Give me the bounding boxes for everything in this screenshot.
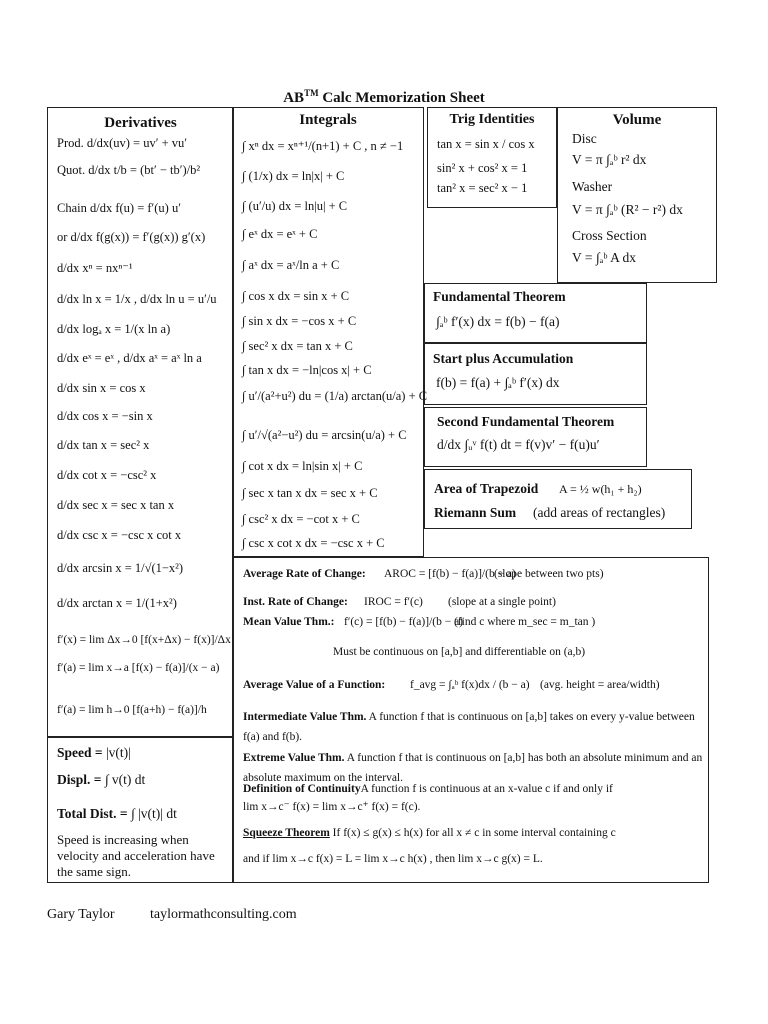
- integral-formula: ∫ tan x dx = −ln|cos x| + C: [242, 363, 372, 377]
- speed-note: Speed is increasing when velocity and acceleration have the same sign.: [57, 832, 215, 879]
- derivative-formula: Chain d/dx f(u) = f′(u) u′: [57, 201, 181, 215]
- speed-line: [57, 745, 131, 761]
- squeeze-text-2: and if lim x→c f(x) = L = lim x→c h(x) , then lim x→c g(x) = L.: [243, 853, 543, 865]
- avg-value-formula: f_avg = ∫ₐᵇ f(x)dx / (b − a): [410, 679, 530, 691]
- footer-author: Gary Taylor: [47, 907, 115, 922]
- displ-label: Displ. =: [57, 772, 102, 787]
- aroc-formula: AROC = [f(b) − f(a)]/(b − a): [384, 568, 516, 580]
- volume-washer-label: Washer: [572, 179, 613, 194]
- dist-formula: ∫ |v(t)| dt: [130, 806, 177, 821]
- continuity-text: A function f is continuous at an x-value c if and only if: [360, 783, 613, 795]
- evt-label: Extreme Value Thm.: [243, 752, 345, 764]
- integral-formula: ∫ u′/√(a²−u²) du = arcsin(u/a) + C: [242, 428, 407, 442]
- volume-header: Volume: [612, 112, 662, 128]
- derivative-formula: or d/dx f(g(x)) = f′(g(x)) g′(x): [57, 230, 206, 244]
- derivative-formula: d/dx arcsin x = 1/√(1−x²): [57, 561, 184, 575]
- sftc-header: Second Fundamental Theorem: [437, 414, 615, 429]
- accum-header: Start plus Accumulation: [433, 351, 574, 366]
- integral-formula: ∫ csc² x dx = −cot x + C: [242, 512, 360, 526]
- trig-header: Trig Identities: [449, 112, 535, 127]
- ftc-formula: ∫ₐᵇ f′(x) dx = f(b) − f(a): [436, 314, 560, 329]
- trig-identity: tan x = sin x / cos x: [437, 137, 535, 151]
- speed-label: Speed =: [57, 745, 103, 760]
- iroc-formula: IROC = f′(c): [364, 596, 423, 608]
- derivative-formula: d/dx cos x = −sin x: [57, 409, 153, 423]
- derivative-formula: d/dx arctan x = 1/(1+x²): [57, 596, 177, 610]
- derivative-formula: d/dx tan x = sec² x: [57, 438, 150, 452]
- derivative-formula: d/dx sin x = cos x: [57, 381, 146, 395]
- integral-formula: ∫ cot x dx = ln|sin x| + C: [242, 459, 363, 473]
- derivative-formula: f′(a) = lim h→0 [f(a+h) − f(a)]/h: [57, 704, 207, 716]
- avg-value-label: Average Value of a Function:: [243, 679, 386, 691]
- volume-disc-label: Disc: [572, 131, 597, 146]
- iroc-label: Inst. Rate of Change:: [243, 596, 348, 608]
- continuity-formula: lim x→c⁻ f(x) = lim x→c⁺ f(x) = f(c).: [243, 801, 421, 813]
- derivative-formula: Prod. d/dx(uv) = uv′ + vu′: [57, 136, 187, 150]
- speed-formula: |v(t)|: [105, 745, 131, 760]
- derivative-formula: d/dx eˣ = eˣ , d/dx aˣ = aˣ ln a: [57, 351, 202, 365]
- ivt-block: [243, 707, 703, 747]
- avg-value-note: (avg. height = area/width): [540, 679, 660, 691]
- integral-formula: ∫ eˣ dx = eˣ + C: [242, 227, 318, 241]
- continuity-line: [243, 782, 613, 796]
- iroc-note: (slope at a single point): [448, 596, 556, 608]
- trapezoid-label: Area of Trapezoid: [434, 481, 539, 496]
- derivative-formula: d/dx xⁿ = nxⁿ⁻¹: [57, 261, 133, 275]
- derivative-formula: d/dx csc x = −csc x cot x: [57, 528, 182, 542]
- integral-formula: ∫ sec² x dx = tan x + C: [242, 339, 353, 353]
- trig-identity: sin² x + cos² x = 1: [437, 161, 528, 175]
- mvt-label: Mean Value Thm.:: [243, 616, 335, 628]
- sftc-formula: d/dx ∫ᵤᵛ f(t) dt = f(v)v′ − f(u)u′: [437, 437, 600, 452]
- integral-formula: ∫ cos x dx = sin x + C: [242, 289, 350, 303]
- integral-formula: ∫ aˣ dx = aˣ/ln a + C: [242, 258, 340, 272]
- squeeze-line-1: [243, 826, 616, 840]
- displ-formula: ∫ v(t) dt: [104, 772, 146, 787]
- dist-label: Total Dist. =: [57, 806, 128, 821]
- volume-cross-formula: V = ∫ₐᵇ A dx: [572, 250, 636, 265]
- integral-formula: ∫ (u′/u) dx = ln|u| + C: [242, 199, 348, 213]
- ftc-header: Fundamental Theorem: [433, 289, 566, 304]
- continuity-label: Definition of Continuity: [243, 783, 361, 795]
- accum-formula: f(b) = f(a) + ∫ₐᵇ f′(x) dx: [436, 375, 560, 390]
- integral-formula: ∫ sin x dx = −cos x + C: [242, 314, 357, 328]
- aroc-label: Average Rate of Change:: [243, 568, 366, 580]
- squeeze-text-1: If f(x) ≤ g(x) ≤ h(x) for all x ≠ c in some interval containing c: [332, 827, 616, 839]
- integral-formula: ∫ (1/x) dx = ln|x| + C: [242, 169, 345, 183]
- riemann-text: (add areas of rectangles): [533, 505, 666, 520]
- derivatives-header: Derivatives: [104, 115, 177, 131]
- volume-washer-formula: V = π ∫ₐᵇ (R² − r²) dx: [572, 202, 683, 217]
- ivt-text: A function f that is continuous on [a,b] takes on every y-value between f(a) and f(b).: [243, 711, 695, 743]
- derivative-formula: f′(a) = lim x→a [f(x) − f(a)]/(x − a): [57, 662, 220, 674]
- derivative-formula: d/dx cot x = −csc² x: [57, 468, 157, 482]
- mvt-condition: Must be continuous on [a,b] and differentiable on (a,b): [333, 646, 586, 658]
- volume-disc-formula: V = π ∫ₐᵇ r² dx: [572, 152, 647, 167]
- riemann-label: Riemann Sum: [434, 505, 517, 520]
- mvt-formula: f′(c) = [f(b) − f(a)]/(b − a): [344, 616, 464, 628]
- integral-formula: ∫ sec x tan x dx = sec x + C: [242, 486, 378, 500]
- dist-line: [57, 806, 177, 822]
- derivative-formula: d/dx sec x = sec x tan x: [57, 498, 175, 512]
- page-title: AB™ Calc Memorization Sheet: [283, 88, 485, 106]
- ivt-label: Intermediate Value Thm.: [243, 711, 367, 723]
- derivative-formula: d/dx ln x = 1/x , d/dx ln u = u′/u: [57, 292, 217, 306]
- integral-formula: ∫ u′/(a²+u²) du = (1/a) arctan(u/a) + C: [242, 389, 428, 403]
- displ-line: [57, 772, 145, 788]
- trig-identity: tan² x = sec² x − 1: [437, 181, 528, 195]
- volume-cross-label: Cross Section: [572, 228, 647, 243]
- integral-formula: ∫ xⁿ dx = xⁿ⁺¹/(n+1) + C , n ≠ −1: [242, 139, 404, 153]
- derivative-formula: d/dx logₐ x = 1/(x ln a): [57, 322, 171, 336]
- trapezoid-formula: A = ½ w(h₁ + h₂): [559, 482, 642, 496]
- squeeze-label: Squeeze Theorem: [243, 827, 330, 839]
- evt-text: A function f that is continuous on [a,b] has both an absolute minimum and an absolute maximum on the interval.: [243, 752, 703, 784]
- integral-formula: ∫ csc x cot x dx = −csc x + C: [242, 536, 385, 550]
- derivative-formula: f′(x) = lim Δx→0 [f(x+Δx) − f(x)]/Δx: [57, 634, 231, 646]
- footer-site: taylormathconsulting.com: [150, 907, 297, 922]
- derivative-formula: Quot. d/dx t/b = (bt′ − tb′)/b²: [57, 163, 201, 177]
- integrals-header: Integrals: [299, 112, 357, 128]
- mvt-note: (find c where m_sec = m_tan ): [454, 616, 596, 628]
- aroc-note: (slope between two pts): [494, 568, 604, 580]
